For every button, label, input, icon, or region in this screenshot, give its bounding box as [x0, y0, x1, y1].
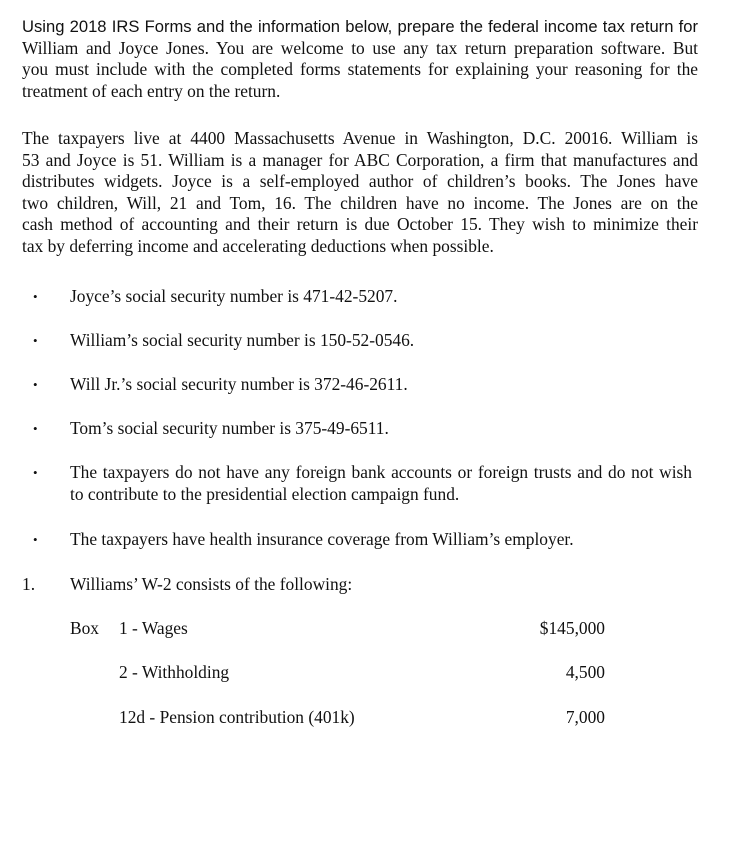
- item-line: Williams’ W-2 consists of the following:: [70, 574, 353, 594]
- w2-row-amount: 7,000: [565, 707, 605, 727]
- bullet-text: [70, 418, 692, 440]
- intro-line: you must include with the completed forms statements for explaining your reasoning for the: [22, 59, 698, 80]
- bullet-line: The taxpayers do not have any foreign bank accounts or foreign trusts and do not wish: [70, 462, 692, 482]
- facts-line: distributes widgets. Joyce is a self-employed author of children’s books. The Jones have: [22, 171, 698, 192]
- facts-line: cash method of accounting and their return is due October 15. They wish to minimize their: [22, 214, 698, 235]
- w2-row-label: 1 - Wages: [119, 618, 188, 638]
- w2-box-label: Box: [70, 618, 99, 638]
- bullet-marker: •: [33, 465, 38, 480]
- facts-line: The taxpayers live at 4400 Massachusetts Avenue in Washington, D.C. 20016. William is: [22, 128, 698, 148]
- w2-row-label: 12d - Pension contribution (401k): [119, 707, 355, 727]
- item-text: [70, 574, 692, 596]
- w2-row-withholding: [0, 661, 736, 683]
- bullet-text: [70, 374, 692, 396]
- w2-row-wages: [0, 617, 736, 639]
- item-number: 1.: [22, 574, 36, 594]
- bullet-marker: •: [33, 421, 38, 436]
- bullet-marker: •: [33, 532, 38, 547]
- bullet-line: to contribute to the presidential election campaign fund.: [70, 483, 460, 504]
- w2-row-amount: 4,500: [565, 662, 605, 682]
- intro-line: Using 2018 IRS Forms and the information below, prepare the federal income tax return for: [22, 17, 698, 36]
- intro-line: William and Joyce Jones. You are welcome to use any tax return preparation software. But: [22, 37, 698, 58]
- facts-line: 53 and Joyce is 51. William is a manager for ABC Corporation, a firm that manufactures and: [22, 149, 698, 170]
- w2-row-label: 2 - Withholding: [119, 662, 230, 682]
- w2-row-pension: [0, 706, 736, 728]
- facts-line: two children, Will, 21 and Tom, 16. The children have no income. The Jones are on the: [22, 192, 698, 213]
- bullet-marker: •: [33, 289, 38, 304]
- bullet-text: [70, 286, 692, 308]
- bullet-line: Will Jr.’s social security number is 372-46-2611.: [70, 374, 408, 394]
- facts-line: tax by deferring income and accelerating deductions when possible.: [22, 235, 494, 256]
- bullet-line: Joyce’s social security number is 471-42-5207.: [70, 286, 398, 306]
- bullet-text: [70, 330, 692, 352]
- bullet-text: [70, 462, 692, 505]
- bullet-line: William’s social security number is 150-52-0546.: [70, 330, 415, 350]
- intro-line: treatment of each entry on the return.: [22, 80, 281, 101]
- bullet-marker: •: [33, 377, 38, 392]
- bullet-text: [70, 529, 692, 551]
- w2-row-amount: $145,000: [539, 618, 605, 638]
- bullet-line: Tom’s social security number is 375-49-6511.: [70, 418, 389, 438]
- intro-paragraph: [22, 16, 698, 102]
- bullet-line: The taxpayers have health insurance coverage from William’s employer.: [70, 529, 574, 549]
- bullet-marker: •: [33, 333, 38, 348]
- facts-paragraph: [22, 128, 698, 258]
